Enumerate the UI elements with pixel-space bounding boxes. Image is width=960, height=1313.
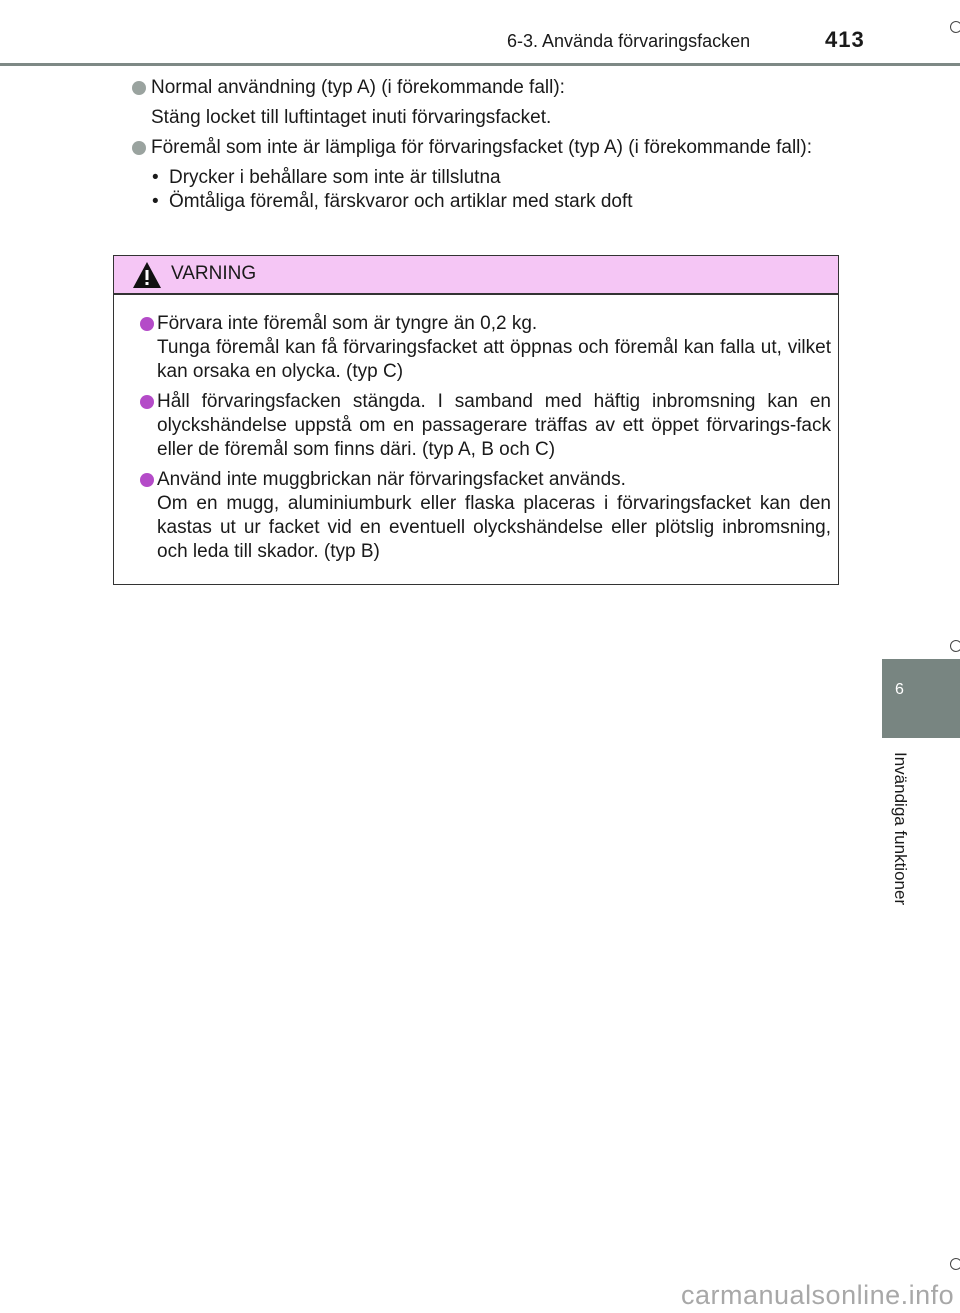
bullet-icon [140, 317, 154, 331]
warning-text: Om en mugg, aluminiumburk eller flaska placeras i förvaringsfacket kan den kastas ut ur facket vid en eventuell olyckshändelse eller plötslig inbromsning, och leda till skador. (typ B) [157, 493, 831, 562]
warning-title: Använd inte muggbrickan när förvaringsfacket används. [157, 469, 626, 490]
crop-mark-icon [950, 1258, 960, 1270]
header-rule [0, 63, 960, 66]
warning-triangle-icon [132, 261, 162, 289]
sub-list [132, 166, 839, 214]
section-title: 6-3. Använda förvaringsfacken [507, 31, 751, 51]
warning-item [140, 468, 831, 564]
content [132, 76, 839, 214]
bullet-icon [140, 395, 154, 409]
warning-item [140, 312, 831, 384]
warning-label: VARNING [171, 263, 257, 284]
warning-body [140, 312, 831, 570]
chapter-title: Invändiga funktioner [891, 752, 910, 906]
warning-text: Tunga föremål kan få förvaringsfacket att öppnas och föremål kan falla ut, vilket kan orsaka en olycka. (typ C) [157, 337, 831, 382]
item-title: Föremål som inte är lämpliga för förvaringsfacket (typ A) (i förekommande fall): [151, 137, 813, 158]
item-text: Stäng locket till luftintaget inuti förvaringsfacket. [151, 107, 552, 128]
bullet-icon [132, 81, 146, 95]
item-title: Normal användning (typ A) (i förekommande fall): [151, 77, 565, 98]
page-number: 413 [825, 27, 865, 52]
bullet-icon [140, 473, 154, 487]
warning-title: Håll förvaringsfacken stängda. I samband med häftig inbromsning kan en olyckshändelse uppstå om en passagerare träffas av ett öppet förvarings-fack eller de föremål som finns däri. (typ A, B och C) [157, 391, 831, 460]
warning-title: Förvara inte föremål som är tyngre än 0,2 kg. [157, 313, 538, 334]
watermark: carmanualsonline.info [681, 1280, 955, 1310]
bullet-icon [132, 141, 146, 155]
list-item [132, 76, 839, 130]
crop-mark-icon [950, 640, 960, 652]
sub-item: • Drycker i behållare som inte är tillslutna [151, 166, 839, 190]
list-item [132, 136, 839, 160]
chapter-number: 6 [895, 681, 904, 698]
warning-box [113, 255, 839, 585]
warning-header [114, 256, 838, 295]
crop-mark-icon [950, 21, 960, 33]
sub-item: • Ömtåliga föremål, färskvaror och artiklar med stark doft [151, 190, 839, 214]
chapter-tab [882, 659, 960, 738]
warning-item [140, 390, 831, 462]
